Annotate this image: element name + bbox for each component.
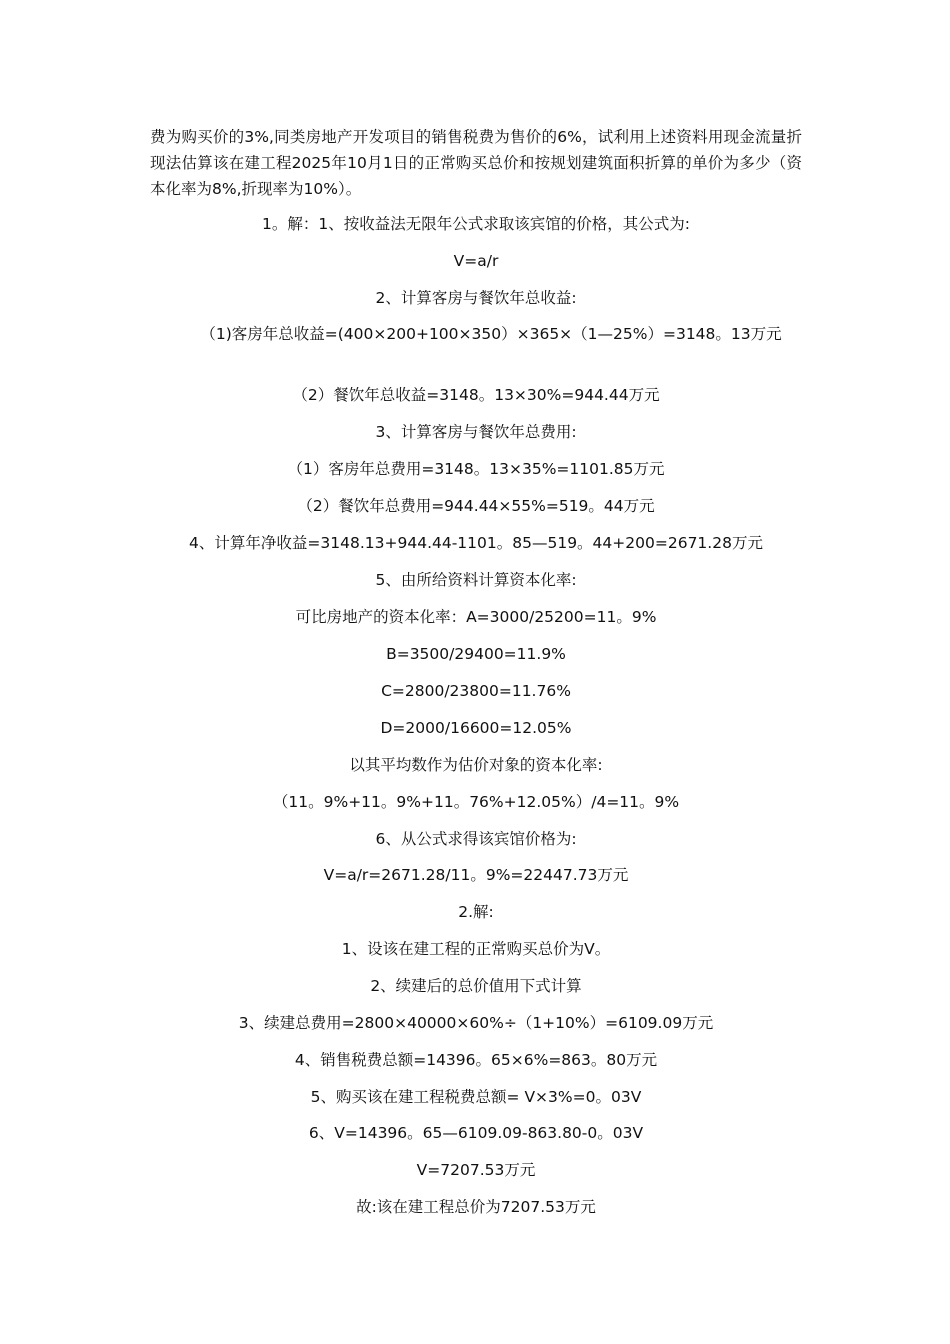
step-line: （2）餐饮年总收益=3148。13×30%=944.44万元	[292, 386, 660, 404]
step-line: B=3500/29400=11.9%	[386, 645, 566, 663]
solution-1-heading: 1。解：1、按收益法无限年公式求取该宾馆的价格，其公式为:	[262, 215, 690, 233]
formula-line: V=a/r	[453, 252, 499, 270]
step-line: 1、设该在建工程的正常购买总价为V。	[341, 940, 611, 958]
step-line: 2、续建后的总价值用下式计算	[370, 977, 582, 995]
solution-2-heading: 2.解:	[458, 903, 494, 921]
step-line: 3、续建总费用=2800×40000×60%÷（1+10%）=6109.09万元	[238, 1014, 714, 1032]
step-line: 4、销售税费总额=14396。65×6%=863。80万元	[294, 1051, 658, 1069]
step-line: 5、购买该在建工程税费总额= V×3%=0。03V	[310, 1088, 642, 1106]
step-line: 可比房地产的资本化率：A=3000/25200=11。9%	[295, 608, 657, 626]
step-line: D=2000/16600=12.05%	[380, 719, 572, 737]
step-line: （1）客房年总费用=3148。13×35%=1101.85万元	[287, 460, 665, 478]
step-line: V=7207.53万元	[416, 1161, 536, 1179]
step-line: 2、计算客房与餐饮年总收益:	[375, 289, 577, 307]
step-line: C=2800/23800=11.76%	[381, 682, 571, 700]
step-line: 6、从公式求得该宾馆价格为:	[375, 830, 577, 848]
step-line: 6、V=14396。65—6109.09-863.80-0。03V	[308, 1124, 644, 1142]
step-line: 5、由所给资料计算资本化率:	[375, 571, 577, 589]
step-line: 3、计算客房与餐饮年总费用:	[375, 423, 577, 441]
step-line: （11。9%+11。9%+11。76%+12.05%）/4=11。9%	[272, 793, 680, 811]
conclusion-line: 故:该在建工程总价为7207.53万元	[356, 1198, 596, 1216]
intro-paragraph: 费为购买价的3%,同类房地产开发项目的销售税费为售价的6%，试利用上述资料用现金流量折现法估算该在建工程2025年10月1日的正常购买总价和按规划建筑面积折算的单价为多少（资本化率为8%,折现率为10%）。	[150, 128, 802, 198]
step-line: （2）餐饮年总费用=944.44×55%=519。44万元	[297, 497, 655, 515]
step-line: 4、计算年净收益=3148.13+944.44-1101。85—519。44+200=2671.28万元	[189, 534, 763, 552]
step-line: （1)客房年总收益=(400×200+100×350）×365×（1—25%）=3148。13万元	[200, 325, 782, 343]
step-line: 以其平均数作为估价对象的资本化率:	[349, 756, 603, 774]
step-line: V=a/r=2671.28/11。9%=22447.73万元	[323, 866, 629, 884]
